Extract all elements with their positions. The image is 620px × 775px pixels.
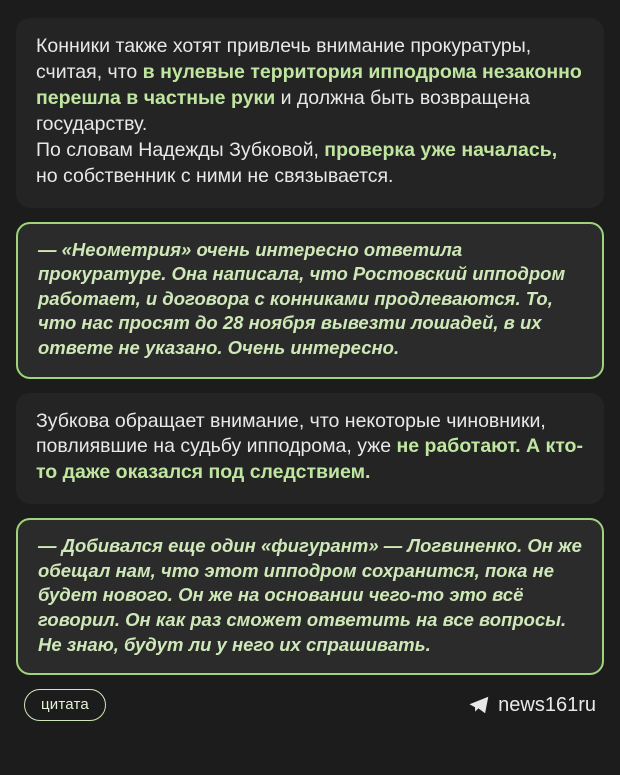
telegram-icon xyxy=(469,696,489,714)
paragraph: — «Неометрия» очень интересно ответила прокуратуре. Она написала, что Ростовский ипподром работает, и договора с конниками продлеваются. То, что нас просят до 28 ноября вывезти лошадей, в их ответе не указано. Очень интересно. xyxy=(38,238,566,358)
text-block-1 xyxy=(16,18,604,208)
quote-block-2 xyxy=(16,518,604,675)
quote-tag-badge[interactable]: цитата xyxy=(24,689,106,721)
text-block-2 xyxy=(16,393,604,505)
channel-credit[interactable] xyxy=(469,694,596,717)
paragraph: — Добивался еще один «фигурант» — Логвиненко. Он же обещал нам, что этот ипподром сохранится, пока не будет нового. Он же на основании чего-то это всё говорил. Он как раз сможет ответить на все вопросы. Не знаю, будут ли у него их спрашивать. xyxy=(38,535,582,655)
quote-block-1 xyxy=(16,222,604,379)
channel-name: news161ru xyxy=(498,693,596,716)
post-footer xyxy=(16,687,604,721)
paragraph: Зубкова обращает внимание, что некоторые чиновники, повлиявшие на судьбу ипподрома, уже не работают. А кто-то даже оказался под следствием. xyxy=(36,409,583,484)
paragraph: Конники также хотят привлечь внимание прокуратуры, считая, что в нулевые территория ипподрома незаконно перешла в частные руки и должна быть возвращена государству. По словам Надежды Зубковой, проверка уже началась, но собственник с ними не связывается. xyxy=(36,35,582,187)
